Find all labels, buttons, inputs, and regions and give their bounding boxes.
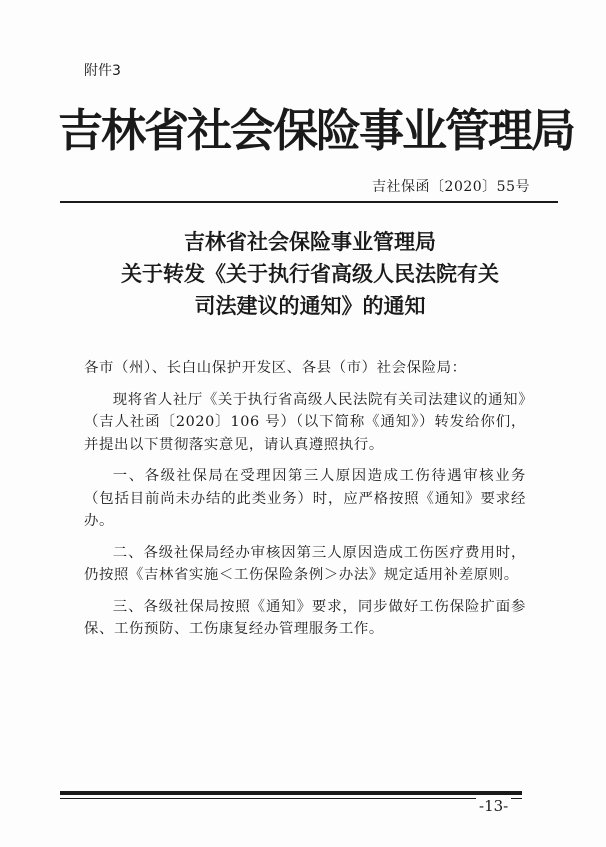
title-line: 吉林省社会保险事业管理局: [184, 230, 436, 254]
page-number: -13-: [476, 797, 511, 815]
title-line: 司法建议的通知》的通知: [194, 294, 426, 318]
document-number: 吉社保函〔2020〕55号: [372, 179, 530, 195]
document-body: [84, 357, 526, 641]
body-paragraph: 三、各级社保局按照《通知》要求，同步做好工伤保险扩面参保、工伤预防、工伤康复经办管理服务工作。: [84, 598, 526, 637]
footer-divider-thick: [60, 791, 522, 795]
header-divider: [60, 201, 558, 203]
document-title: [60, 226, 560, 322]
salutation: 各市（州）、长白山保护开发区、各县（市）社会保险局：: [84, 360, 467, 376]
footer-divider-thin: [60, 798, 522, 799]
body-paragraph: 一、各级社保局在受理因第三人原因造成工伤待遇审核业务（包括目前尚未办结的此类业务）时，应严格按照《通知》要求经办。: [84, 468, 526, 529]
body-paragraph: 现将省人社厅《关于执行省高级人民法院有关司法建议的通知》（吉人社函〔2020〕106 号）（以下简称《通知》）转发给你们，并提出以下贯彻落实意见，请认真遵照执行。: [84, 391, 526, 453]
title-line: 关于转发《关于执行省高级人民法院有关: [121, 262, 499, 286]
issuing-org-header: 吉林省社会保险事业管理局: [58, 104, 575, 157]
body-paragraph: 二、各级社保局经办审核因第三人原因造成工伤医疗费用时，仍按照《吉林省实施＜工伤保险条例＞办法》规定适用补差原则。: [84, 544, 526, 583]
attachment-label: 附件3: [84, 63, 121, 79]
